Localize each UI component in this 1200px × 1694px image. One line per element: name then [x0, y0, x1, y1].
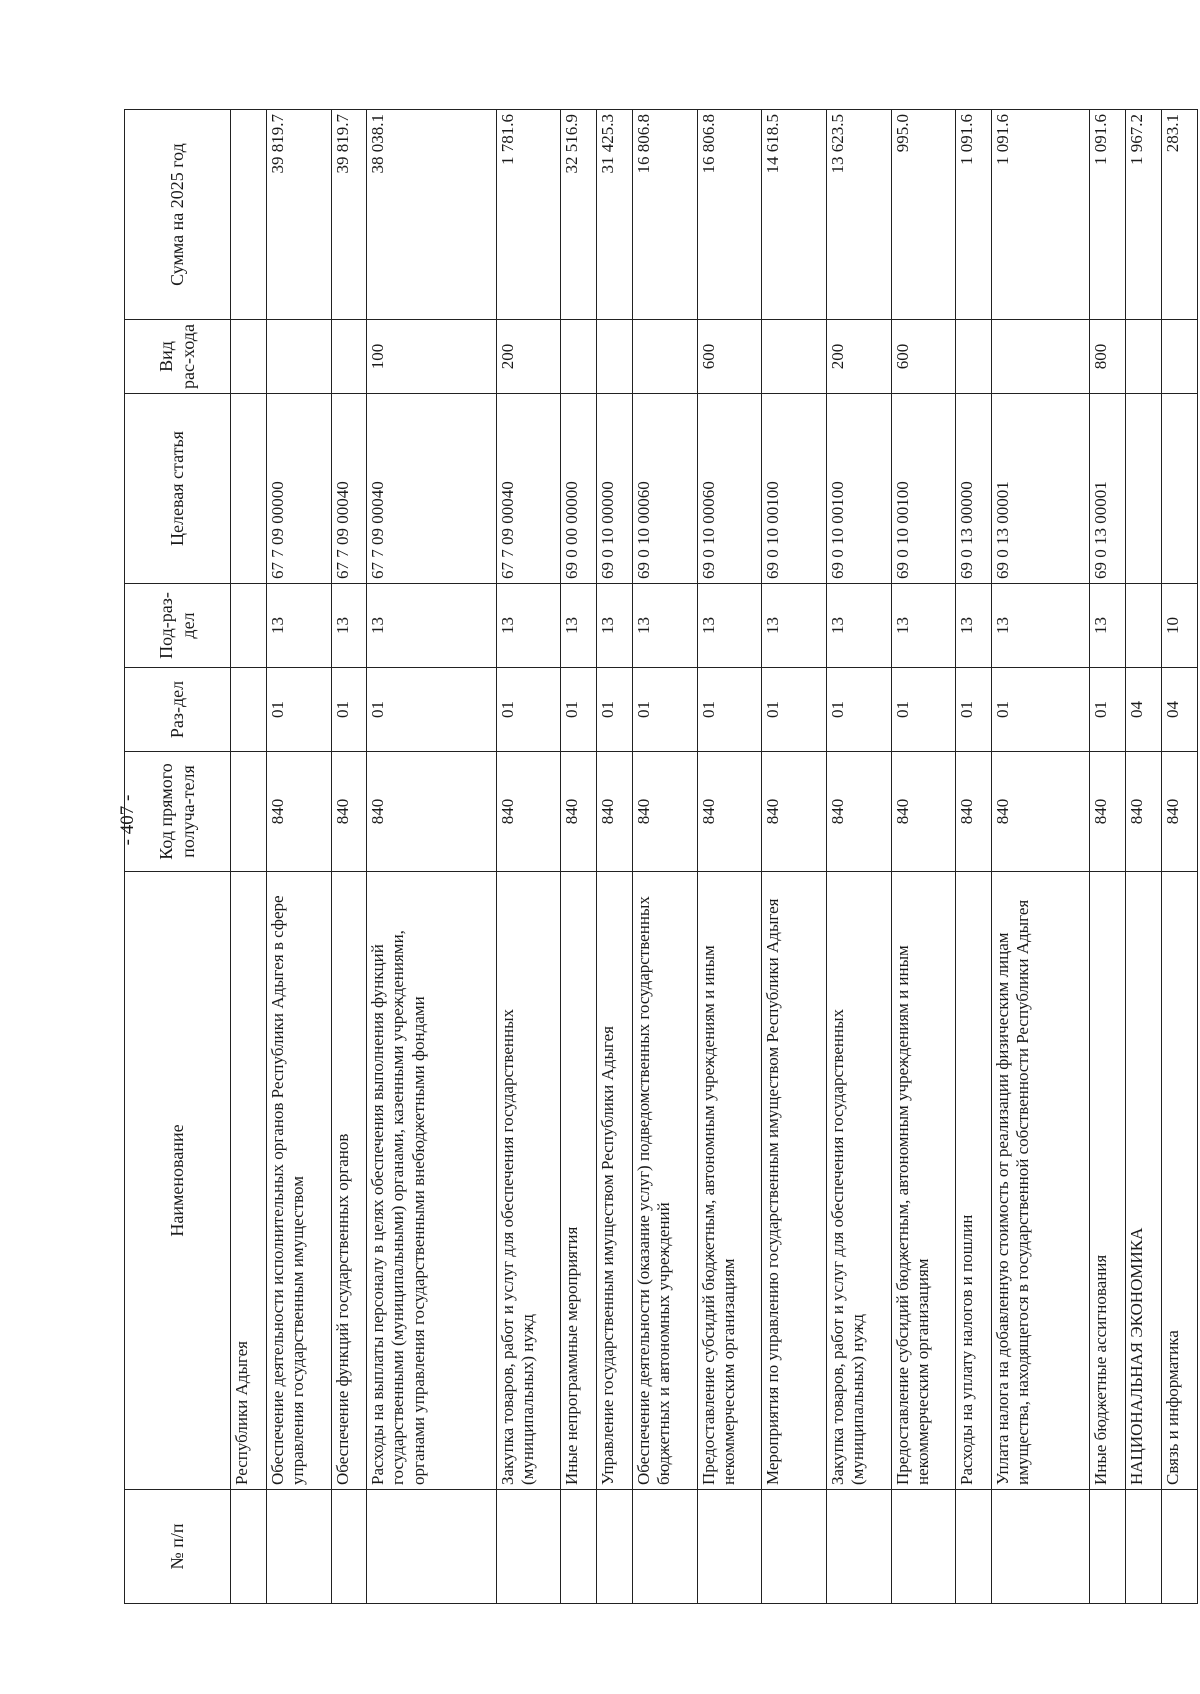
budget-table-rotated — [124, 110, 1198, 1604]
cell-subsection: 13 — [992, 584, 1090, 668]
table-row — [956, 110, 992, 1604]
budget-table-container — [124, 110, 1198, 1604]
cell-section: 01 — [992, 668, 1090, 752]
header-subsection: Под-раз-дел — [125, 584, 231, 668]
cell-expense-type — [597, 320, 633, 394]
cell-name: Мероприятия по управлению государственным имуществом Республики Адыгея — [762, 872, 827, 1490]
cell-name: Уплата налога на добавленную стоимость от реализации физическим лицам имущества, находящегося в государственной собственности Республики Адыгея — [992, 872, 1090, 1490]
cell-section: 04 — [1126, 668, 1162, 752]
cell-target-article: 69 0 10 00060 — [697, 394, 762, 584]
cell-target-article: 69 0 13 00000 — [956, 394, 992, 584]
table-row — [561, 110, 597, 1604]
table-row — [891, 110, 956, 1604]
cell-subsection: 13 — [956, 584, 992, 668]
cell-recipient-code: 840 — [331, 752, 367, 872]
cell-num — [496, 1490, 561, 1604]
cell-target-article: 67 7 09 00040 — [331, 394, 367, 584]
cell-target-article: 69 0 10 00100 — [891, 394, 956, 584]
cell-name: Расходы на выплаты персоналу в целях обеспечения выполнения функций государственными (муниципальными) органами, казенными учреждениями, органами управления государственными внебюджетными фондами — [367, 872, 496, 1490]
budget-table — [124, 109, 1198, 1604]
table-row — [231, 110, 267, 1604]
table-row — [331, 110, 367, 1604]
cell-sum: 16 806.8 — [697, 110, 762, 320]
cell-sum: 1 967.2 — [1126, 110, 1162, 320]
cell-section: 01 — [891, 668, 956, 752]
cell-section: 01 — [1090, 668, 1126, 752]
cell-expense-type: 200 — [826, 320, 891, 394]
cell-num — [956, 1490, 992, 1604]
cell-target-article: 69 0 10 00100 — [762, 394, 827, 584]
cell-num — [1090, 1490, 1126, 1604]
cell-sum: 995.0 — [891, 110, 956, 320]
header-section: Раз-дел — [125, 668, 231, 752]
cell-subsection: 13 — [367, 584, 496, 668]
table-row — [266, 110, 331, 1604]
header-sum-2025: Сумма на 2025 год — [125, 110, 231, 320]
cell-recipient-code: 840 — [1090, 752, 1126, 872]
cell-name: Управление государственным имуществом Республики Адыгея — [597, 872, 633, 1490]
cell-num — [561, 1490, 597, 1604]
cell-num — [266, 1490, 331, 1604]
cell-target-article — [1126, 394, 1162, 584]
cell-section: 01 — [762, 668, 827, 752]
cell-expense-type — [331, 320, 367, 394]
cell-name: Иные непрограммные мероприятия — [561, 872, 597, 1490]
cell-name: Закупка товаров, работ и услуг для обеспечения государственных (муниципальных) нужд — [496, 872, 561, 1490]
cell-target-article: 69 0 13 00001 — [1090, 394, 1126, 584]
cell-subsection: 13 — [597, 584, 633, 668]
header-name: Наименование — [125, 872, 231, 1490]
cell-section: 01 — [633, 668, 698, 752]
cell-expense-type — [956, 320, 992, 394]
cell-recipient-code: 840 — [891, 752, 956, 872]
cell-section: 01 — [561, 668, 597, 752]
cell-sum: 13 623.5 — [826, 110, 891, 320]
cell-num — [231, 1490, 267, 1604]
cell-name: Закупка товаров, работ и услуг для обеспечения государственных (муниципальных) нужд — [826, 872, 891, 1490]
cell-subsection: 13 — [826, 584, 891, 668]
page-number: - 407 - — [117, 794, 138, 846]
cell-target-article: 67 7 09 00000 — [266, 394, 331, 584]
cell-sum — [231, 110, 267, 320]
cell-target-article: 67 7 09 00040 — [367, 394, 496, 584]
cell-sum: 16 806.8 — [633, 110, 698, 320]
cell-subsection — [231, 584, 267, 668]
cell-expense-type: 600 — [697, 320, 762, 394]
cell-num — [826, 1490, 891, 1604]
cell-section — [231, 668, 267, 752]
cell-expense-type — [762, 320, 827, 394]
cell-expense-type: 600 — [891, 320, 956, 394]
cell-sum: 38 038.1 — [367, 110, 496, 320]
cell-sum: 1 091.6 — [956, 110, 992, 320]
cell-num — [597, 1490, 633, 1604]
cell-recipient-code: 840 — [266, 752, 331, 872]
cell-num — [891, 1490, 956, 1604]
cell-recipient-code: 840 — [367, 752, 496, 872]
table-row — [826, 110, 891, 1604]
cell-expense-type — [1161, 320, 1197, 394]
table-row — [1090, 110, 1126, 1604]
table-row — [1126, 110, 1162, 1604]
cell-subsection: 13 — [633, 584, 698, 668]
cell-recipient-code: 840 — [496, 752, 561, 872]
cell-recipient-code: 840 — [561, 752, 597, 872]
cell-name: НАЦИОНАЛЬНАЯ ЭКОНОМИКА — [1126, 872, 1162, 1490]
cell-sum: 1 091.6 — [1090, 110, 1126, 320]
cell-recipient-code: 840 — [597, 752, 633, 872]
table-row — [496, 110, 561, 1604]
cell-num — [1126, 1490, 1162, 1604]
cell-section: 01 — [331, 668, 367, 752]
table-row — [1161, 110, 1197, 1604]
cell-recipient-code: 840 — [956, 752, 992, 872]
cell-sum: 283.1 — [1161, 110, 1197, 320]
cell-name: Связь и информатика — [1161, 872, 1197, 1490]
cell-sum: 14 618.5 — [762, 110, 827, 320]
cell-target-article: 69 0 10 00000 — [597, 394, 633, 584]
cell-target-article: 67 7 09 00040 — [496, 394, 561, 584]
cell-sum: 31 425.3 — [597, 110, 633, 320]
header-target-article: Целевая статья — [125, 394, 231, 584]
cell-expense-type — [1126, 320, 1162, 394]
cell-expense-type — [266, 320, 331, 394]
cell-recipient-code: 840 — [633, 752, 698, 872]
cell-expense-type — [992, 320, 1090, 394]
cell-subsection: 13 — [266, 584, 331, 668]
cell-expense-type: 100 — [367, 320, 496, 394]
cell-expense-type — [231, 320, 267, 394]
cell-num — [1161, 1490, 1197, 1604]
cell-target-article — [231, 394, 267, 584]
cell-sum: 39 819.7 — [266, 110, 331, 320]
table-row — [762, 110, 827, 1604]
cell-recipient-code: 840 — [1126, 752, 1162, 872]
cell-expense-type — [561, 320, 597, 394]
cell-target-article — [1161, 394, 1197, 584]
table-row — [992, 110, 1090, 1604]
cell-name: Обеспечение деятельности (оказание услуг) подведомственных государственных бюджетных и автономных учреждений — [633, 872, 698, 1490]
cell-subsection: 13 — [891, 584, 956, 668]
header-num: № п/п — [125, 1490, 231, 1604]
cell-subsection: 13 — [331, 584, 367, 668]
header-recipient-code: Код прямого получа-теля — [125, 752, 231, 872]
cell-num — [633, 1490, 698, 1604]
cell-num — [762, 1490, 827, 1604]
table-body — [231, 110, 1198, 1604]
cell-target-article: 69 0 10 00100 — [826, 394, 891, 584]
cell-num — [331, 1490, 367, 1604]
cell-name: Обеспечение деятельности исполнительных органов Республики Адыгея в сфере управления государственным имуществом — [266, 872, 331, 1490]
cell-section: 01 — [597, 668, 633, 752]
cell-subsection: 13 — [496, 584, 561, 668]
cell-section: 01 — [956, 668, 992, 752]
cell-num — [992, 1490, 1090, 1604]
cell-subsection: 13 — [697, 584, 762, 668]
table-row — [697, 110, 762, 1604]
cell-name: Предоставление субсидий бюджетным, автономным учреждениям и иным некоммерческим организациям — [891, 872, 956, 1490]
cell-recipient-code: 840 — [992, 752, 1090, 872]
cell-name: Расходы на уплату налогов и пошлин — [956, 872, 992, 1490]
cell-name: Республики Адыгея — [231, 872, 267, 1490]
cell-recipient-code: 840 — [762, 752, 827, 872]
cell-subsection: 13 — [1090, 584, 1126, 668]
cell-section: 01 — [826, 668, 891, 752]
cell-sum: 1 091.6 — [992, 110, 1090, 320]
cell-section: 01 — [266, 668, 331, 752]
table-row — [597, 110, 633, 1604]
cell-recipient-code — [231, 752, 267, 872]
cell-name: Предоставление субсидий бюджетным, автономным учреждениям и иным некоммерческим организациям — [697, 872, 762, 1490]
cell-expense-type: 200 — [496, 320, 561, 394]
cell-subsection: 13 — [762, 584, 827, 668]
cell-target-article: 69 0 00 00000 — [561, 394, 597, 584]
cell-expense-type — [633, 320, 698, 394]
cell-name: Иные бюджетные ассигнования — [1090, 872, 1126, 1490]
table-row — [367, 110, 496, 1604]
cell-subsection — [1126, 584, 1162, 668]
table-row — [633, 110, 698, 1604]
cell-section: 01 — [367, 668, 496, 752]
cell-target-article: 69 0 10 00060 — [633, 394, 698, 584]
cell-section: 04 — [1161, 668, 1197, 752]
cell-num — [697, 1490, 762, 1604]
cell-subsection: 10 — [1161, 584, 1197, 668]
cell-num — [367, 1490, 496, 1604]
table-header-row — [125, 110, 231, 1604]
cell-sum: 32 516.9 — [561, 110, 597, 320]
cell-name: Обеспечение функций государственных органов — [331, 872, 367, 1490]
cell-sum: 1 781.6 — [496, 110, 561, 320]
cell-target-article: 69 0 13 00001 — [992, 394, 1090, 584]
cell-recipient-code: 840 — [826, 752, 891, 872]
cell-section: 01 — [697, 668, 762, 752]
cell-recipient-code: 840 — [1161, 752, 1197, 872]
cell-expense-type: 800 — [1090, 320, 1126, 394]
cell-recipient-code: 840 — [697, 752, 762, 872]
cell-sum: 39 819.7 — [331, 110, 367, 320]
header-expense-type: Вид рас-хода — [125, 320, 231, 394]
cell-section: 01 — [496, 668, 561, 752]
cell-subsection: 13 — [561, 584, 597, 668]
